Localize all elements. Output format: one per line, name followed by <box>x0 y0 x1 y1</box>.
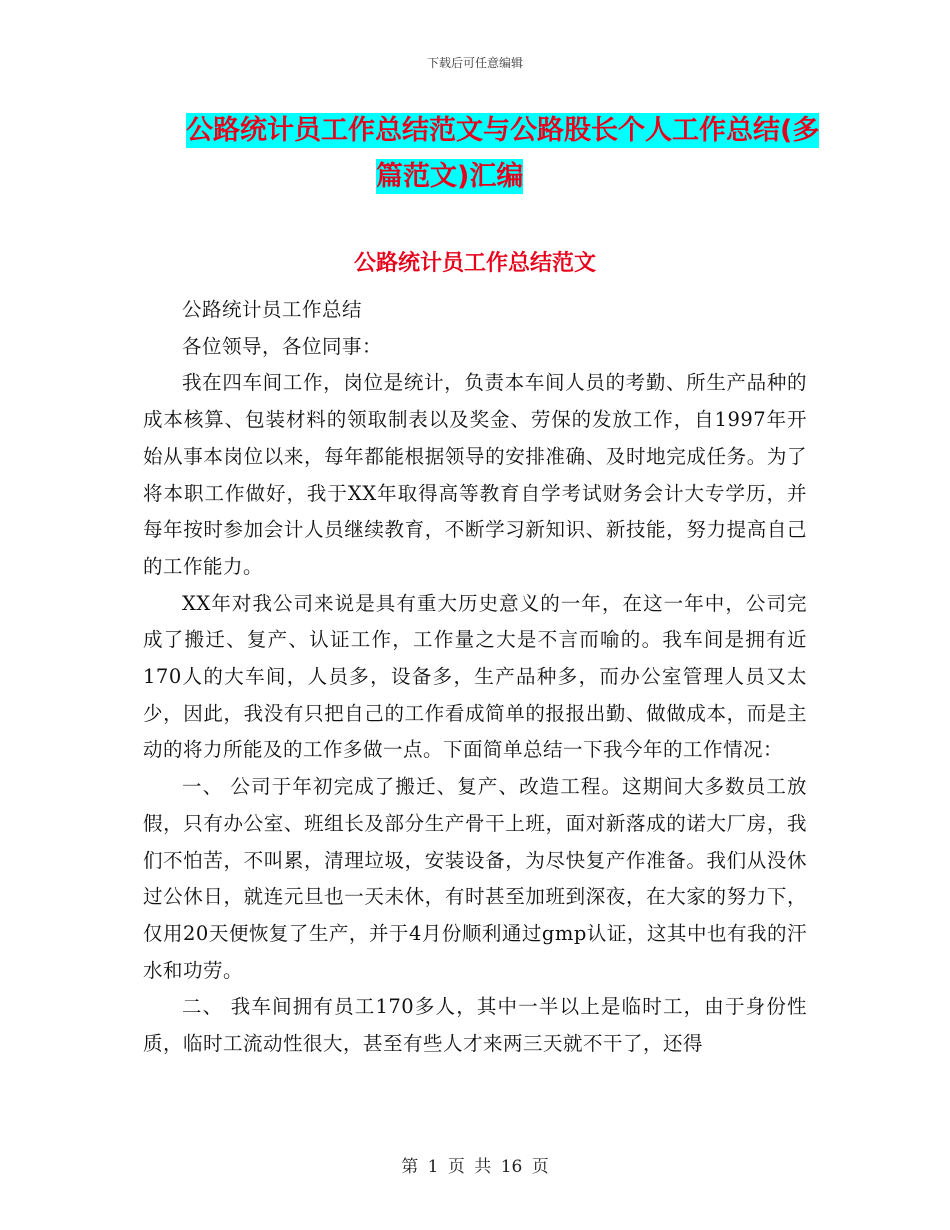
page-number-footer: 第 1 页 共 16 页 <box>401 1157 549 1177</box>
paragraph-greeting: 各位领导，各位同事： <box>182 334 383 358</box>
paragraph-subtitle: 公路统计员工作总结 <box>182 298 363 321</box>
title-line-1-text: 公路统计员工作总结范文与公路股长个人工作总结(多 <box>186 115 820 146</box>
paragraph: 二、 我车间拥有员工170多人，其中一半以上是临时工，由于身份性质，临时工流动性很大，甚至有些人才来两三天就不干了，还得 <box>143 995 807 1056</box>
paragraph: 一、 公司于年初完成了搬迁、复产、改造工程。这期间大多数员工放假，只有办公室、班组长及部分生产骨干上班，面对新落成的诺大厂房，我们不怕苦，不叫累，清理垃圾，安装设备，为尽快复产作准备。我们从没休过公休日，就连元旦也一天未休，有时甚至加班到深夜，在大家的努力下，仅用20天便恢复了生产，并于4月份顺利通过gmp认证，这其中也有我的汗水和功劳。 <box>143 775 807 982</box>
header-note: 下载后可任意编辑 <box>426 56 523 70</box>
paragraph: XX年对我公司来说是具有重大历史意义的一年，在这一年中，公司完成了搬迁、复产、认证工作，工作量之大是不言而喻的。我车间是拥有近170人的大车间，人员多，设备多，生产品种多，而办公室管理人员又太少，因此，我没有只把自己的工作看成简单的报报出勤、做做成本，而是主动的将力所能及的工作多做一点。下面简单总结一下我今年的工作情况： <box>143 591 807 762</box>
title-line-2 <box>186 154 816 200</box>
paragraph: 我在四车间工作，岗位是统计，负责本车间人员的考勤、所生产品种的成本核算、包装材料的领取制表以及奖金、劳保的发放工作，自1997年开始从事本岗位以来，每年都能根据领导的安排准确、及时地完成任务。为了将本职工作做好，我于XX年取得高等教育自学考试财务会计大专学历，并每年按时参加会计人员继续教育，不断学习新知识、新技能，努力提高自己的工作能力。 <box>143 371 807 578</box>
document-body <box>143 292 807 1063</box>
title-line-2-text: 篇范文)汇编 <box>376 161 524 192</box>
document-title <box>186 108 820 200</box>
section-title: 公路统计员工作总结范文 <box>353 251 596 276</box>
title-line-1 <box>186 108 820 154</box>
